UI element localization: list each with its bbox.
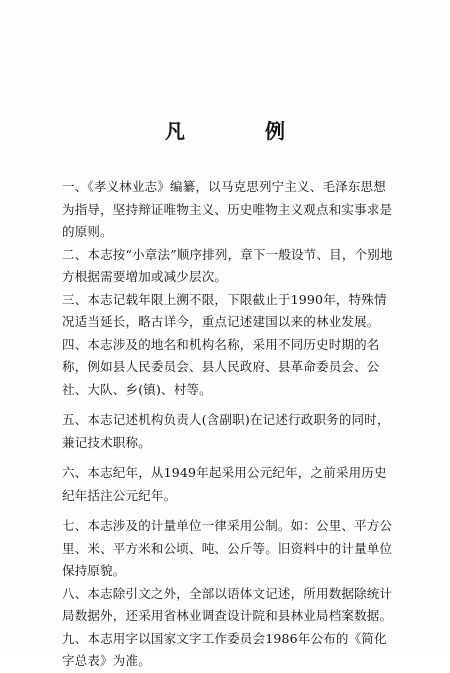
paragraph-2: 二、本志按“小章法”顺序排列，章下一般设节、目，个别地方根据需要增加或减少层次。 <box>62 246 393 284</box>
paragraph-7: 七、本志涉及的计量单位一律采用公制。如：公里、平方公里、米、平方米和公顷、吨、公斤等。旧资料中的计量单位保持原貌。 <box>62 518 393 578</box>
paragraph-3: 三、本志记载年限上溯不限，下限截止于1990年，特殊情况适当延长，略古详今，重点记述建国以来的林业发展。 <box>62 291 387 329</box>
document-body <box>62 176 398 673</box>
paragraph-6: 六、本志纪年，从1949年起采用公元纪年，之前采用历史纪年括注公元纪年。 <box>62 465 387 503</box>
paragraph-4: 四、本志涉及的地名和机构名称，采用不同历史时期的名称，例如县人民委员会、县人民政府、县革命委员会、公社、大队、乡(镇)、村等。 <box>62 336 380 397</box>
paragraph-9: 九、本志用字以国家文字工作委员会1986年公布的《简化字总表》为准。 <box>62 630 387 668</box>
paragraph-1: 一、《孝义林业志》编纂，以马克思列宁主义、毛泽东思想为指导，坚持辩证唯物主义、历史唯物主义观点和实事求是的原则。 <box>62 179 393 239</box>
page-title: 凡 例 <box>165 119 315 143</box>
paragraph-5: 五、本志记述机构负责人(含副职)在记述行政职务的同时，兼记技术职称。 <box>62 412 390 450</box>
paragraph-8: 八、本志除引文之外，全部以语体文记述，所用数据除统计局数据外，还采用省林业调查设计院和县林业局档案数据。 <box>62 585 393 623</box>
